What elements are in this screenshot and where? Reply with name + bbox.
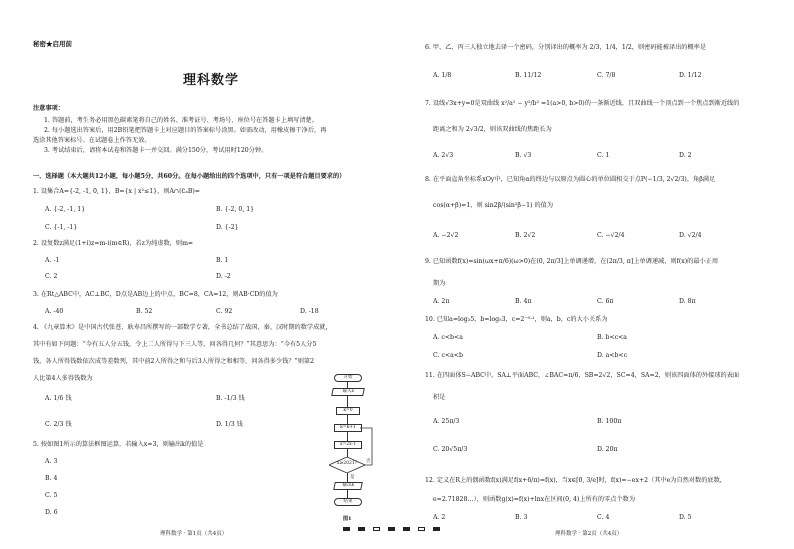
flow-end: 结束 xyxy=(334,498,362,506)
q7-line-2: 距离之和为 2√3/2，则该双曲线的焦距长为 xyxy=(433,126,552,133)
q8-line-2: cos(α+β)=1，则 sin2β/(sin²β−1) 的值为 xyxy=(433,202,554,209)
q6-option-a: A. 1/8 xyxy=(433,72,452,79)
q7-option-d: D. 2 xyxy=(679,152,692,159)
fold-mark xyxy=(358,527,365,531)
q12-option-a: A. 2 xyxy=(433,514,446,521)
q5-option-d: D. 6 xyxy=(45,509,58,516)
q8-option-d: D. √2/4 xyxy=(679,232,702,239)
flow-arrow xyxy=(347,473,348,482)
notice-heading: 注意事项： xyxy=(33,105,64,112)
q2-option-d: D. -2 xyxy=(216,273,231,280)
q9-line-2: 期为 xyxy=(433,280,446,287)
q9-option-d: D. 8π xyxy=(679,298,696,305)
q1-stem: 1. 设集合A={-2, -1, 0, 1}，B={x | x²≤1}，则A∩(∁ₐB)= xyxy=(33,188,200,195)
q4-option-b: B. -1/3 钱 xyxy=(216,395,245,402)
q10-stem: 10. 已知a=log₃5，b=log₅3，c=2⁻⁰·¹，则a，b，c的大小关系为 xyxy=(425,316,608,323)
flow-x-update: x=2x-1 xyxy=(334,441,362,449)
flow-loop-line xyxy=(360,427,376,467)
q9-option-b: B. 4π xyxy=(515,298,532,305)
flow-arrow xyxy=(347,489,348,498)
notice-1: 1. 答题前，考生务必用黑色碳素笔将自己的姓名、准考证号、考场号、座位号在答题卡上填写清楚。 xyxy=(44,117,318,124)
q6-option-b: B. 11/12 xyxy=(515,72,542,79)
q2-option-a: A. -1 xyxy=(45,257,60,264)
q4-line-4: 人比第4人多得钱数为 xyxy=(33,375,93,382)
q6-option-c: C. 7/8 xyxy=(597,72,616,79)
q1-option-b: B. {-2, 0, 1} xyxy=(216,206,255,213)
flow-start: 开始 xyxy=(334,374,362,382)
q6-option-d: D. 1/12 xyxy=(679,72,702,79)
fold-mark xyxy=(373,527,380,531)
flow-arrow xyxy=(347,381,348,388)
q10-option-d: D. a<b<c xyxy=(597,352,628,359)
page-title: 理科数学 xyxy=(183,73,240,88)
q12-option-c: C. 4 xyxy=(597,514,610,521)
q9-option-a: A. 2π xyxy=(433,298,450,305)
q4-line-3: 钱，各人所得钱数依次成等差数列，其中前2人所得之和与后3人所得之和相等，问各得多少钱？”则第2 xyxy=(33,358,315,365)
q5-stem: 5. 按如图1所示的算法框图运算，若输入x=3，则输出k的值是 xyxy=(33,441,204,448)
q8-option-b: B. 2√2 xyxy=(515,232,536,239)
q2-stem: 2. 设复数z满足(1+i)z=m-i(m∈R)，若z为纯虚数，则m= xyxy=(33,240,194,247)
q9-line-1: 9. 已知函数f(x)=sin(ωx+π/6)(ω>0)在(0, 2π/3]上单调递增，在(2π/3, π]上单调递减，则f(x)的最小正周 xyxy=(425,258,719,265)
secret-mark: 秘密★启用前 xyxy=(33,40,72,48)
q2-option-b: B. 1 xyxy=(216,257,229,264)
q8-option-a: A. −2√2 xyxy=(433,232,459,239)
q9-option-c: C. 6π xyxy=(597,298,614,305)
q11-option-b: B. 100π xyxy=(597,418,622,425)
notice-3: 3. 考试结束后，请将本试卷和答题卡一并交回。满分150分，考试用时120分钟。 xyxy=(44,147,268,154)
flow-k-increment: k=k+1 xyxy=(334,424,362,432)
flow-yes-label: 是 xyxy=(350,475,355,480)
q11-option-c: C. 20√5π/3 xyxy=(433,446,468,453)
q10-option-b: B. b<c<a xyxy=(597,334,627,341)
q8-option-c: C. −√2/4 xyxy=(597,232,625,239)
fold-mark xyxy=(388,527,395,531)
q10-option-c: C. c<a<b xyxy=(433,352,463,359)
flow-condition: x≥2021? xyxy=(337,461,358,466)
q11-option-a: A. 25π/3 xyxy=(433,418,460,425)
q4-line-1: 4. 《九章算术》是中国古代张苍、耿寿昌所撰写的一部数学专著，全书总结了战国、秦、汉时期的数学成就， xyxy=(33,324,332,331)
flow-arrow xyxy=(347,431,348,441)
section-heading: 一、选择题（本大题共12小题，每小题5分，共60分。在每小题给出的四个选项中，只有一项是符合题目要求的） xyxy=(33,173,346,180)
notice-2-cont: 选涂其他答案标号。在试题卷上作答无效。 xyxy=(33,137,151,144)
q8-line-1: 8. 在平面直角坐标系xOy中，已知角α的终边与以原点为圆心的单位圆相交于点P(−1/3, 2√2/3)，角β满足 xyxy=(425,176,716,183)
flow-k0: k=0 xyxy=(336,407,360,415)
q12-option-d: D. 5 xyxy=(679,514,692,521)
flow-output: 输出k xyxy=(333,482,363,490)
q3-option-c: C. 92 xyxy=(216,308,233,315)
q3-option-b: B. 52 xyxy=(136,308,153,315)
q4-option-d: D. 1/3 钱 xyxy=(216,421,243,428)
q12-line-1: 12. 定义在R上的偶函数f(x)满足f(x+6/π)=f(x)，当x∈[0, 3/e]时，f(x)=−ex+2（其中e为自然对数的底数， xyxy=(425,477,726,484)
flow-arrow xyxy=(347,448,348,457)
q1-option-a: A. {-2, -1, 1} xyxy=(45,206,86,213)
q7-line-1: 7. 设线√3x+y=0是双曲线 x²/a² − y²/b² =1(a>0, b>0)的一条渐近线，且双曲线一个顶点到一个焦点到渐近线的 xyxy=(425,100,740,107)
flow-input: 输入x xyxy=(331,388,365,396)
flow-arrow xyxy=(347,414,348,424)
q3-option-d: D. -18 xyxy=(300,308,319,315)
q3-stem: 3. 在Rt△ABC中，AC⊥BC，D点是AB边上的中点，BC=8，CA=12，则AB·CD的值为 xyxy=(33,291,278,298)
q4-option-c: C. 2/3 钱 xyxy=(45,421,72,428)
q4-line-2: 其中有如下问题：“今有五人分五钱，令上二人所得与下三人等，问各得几何？”其意思为：“今有5人分5 xyxy=(33,341,317,348)
q11-line-1: 11. 在四面体S−ABC中，SA⊥平面ABC，∠BAC=π/6，SB=2√2，SC=4，SA=2，则该四面体的外接球的表面 xyxy=(425,372,740,379)
q6-stem: 6. 甲、乙、丙三人独立地去译一个密码，分别译出的概率为 2/3，1/4，1/2，则密码能被译出的概率是 xyxy=(425,44,707,51)
q12-line-2: e≈2.71828…），则函数g(x)=f(x)+lnx在区间(0, 4)上所有的零点个数为 xyxy=(433,496,636,503)
figure-caption: 图1 xyxy=(343,516,352,522)
q5-option-a: A. 3 xyxy=(45,458,58,465)
q5-option-c: C. 5 xyxy=(45,492,58,499)
q12-option-b: B. 3 xyxy=(515,514,528,521)
flow-no-label: 否 xyxy=(366,459,371,464)
flow-arrow xyxy=(347,395,348,407)
q7-option-c: C. 1 xyxy=(597,152,610,159)
q4-option-a: A. 1/6 钱 xyxy=(45,395,72,402)
page-footer: 理科数学 · 第1页（共4页） xyxy=(160,531,228,537)
q7-option-a: A. 2√3 xyxy=(433,152,454,159)
q3-option-a: A. -40 xyxy=(45,308,64,315)
q7-option-b: B. √3 xyxy=(515,152,532,159)
q2-option-c: C. 2 xyxy=(45,273,58,280)
q5-option-b: B. 4 xyxy=(45,475,58,482)
fold-mark xyxy=(343,527,350,531)
q11-option-d: D. 20π xyxy=(597,446,618,453)
page-footer: 理科数学 · 第2页（共4页） xyxy=(555,531,623,537)
notice-2: 2. 每小题选出答案后，用2B铅笔把答题卡上对应题目的答案标号涂黑。如需改动，用橡皮擦干净后，再 xyxy=(44,127,327,134)
q10-option-a: A. c<b<a xyxy=(433,334,463,341)
q1-option-c: C. {-1, -1} xyxy=(45,224,78,231)
q11-line-2: 积是 xyxy=(433,394,446,401)
right-page xyxy=(397,0,794,549)
q1-option-d: D. {-2} xyxy=(216,224,239,231)
